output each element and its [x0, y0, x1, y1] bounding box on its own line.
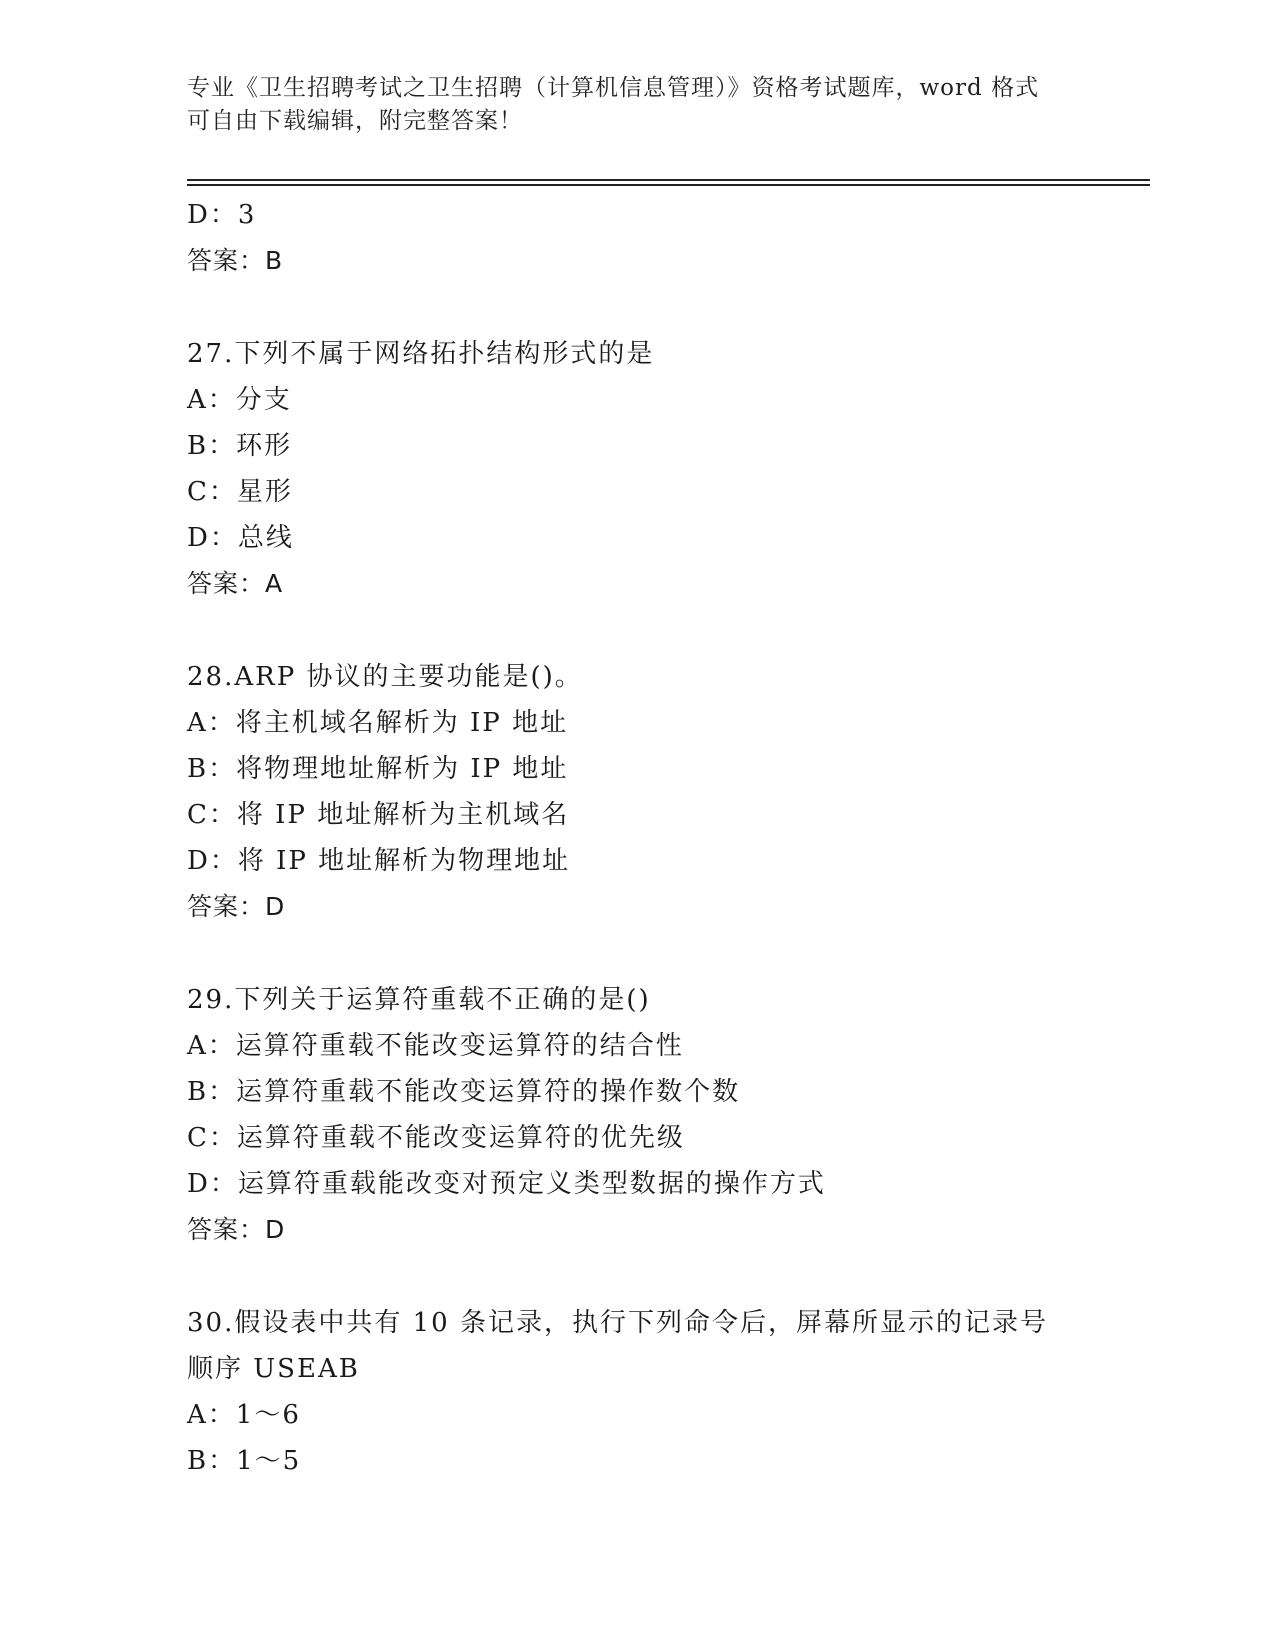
option-a: A：将主机域名解析为 IP 地址 — [187, 708, 569, 738]
question-stem: 29.下列关于运算符重载不正确的是() — [187, 985, 651, 1015]
option-b: B：1～5 — [187, 1446, 302, 1476]
option-b: B：将物理地址解析为 IP 地址 — [187, 754, 569, 784]
question-30 — [187, 1300, 1147, 1484]
option-d: D：将 IP 地址解析为物理地址 — [187, 846, 571, 876]
spacer — [187, 607, 1147, 654]
option-a: A：1～6 — [187, 1400, 301, 1430]
option-c: C：星形 — [187, 477, 293, 507]
answer-label: 答案：D — [187, 1215, 286, 1244]
question-28 — [187, 654, 1147, 930]
option-d: D：总线 — [187, 523, 294, 553]
spacer — [187, 1253, 1147, 1300]
question-stem: 28.ARP 协议的主要功能是()。 — [187, 662, 583, 692]
answer-label: 答案：A — [187, 569, 284, 598]
question-27 — [187, 331, 1147, 607]
option-b: B：运算符重载不能改变运算符的操作数个数 — [187, 1077, 741, 1107]
header-title-line-2: 可自由下载编辑，附完整答案！ — [187, 108, 523, 134]
question-stem: 27.下列不属于网络拓扑结构形式的是 — [187, 339, 655, 369]
option-a: A：运算符重载不能改变运算符的结合性 — [187, 1031, 684, 1061]
option-b: B：环形 — [187, 431, 293, 461]
option-c: C：将 IP 地址解析为主机域名 — [187, 800, 570, 830]
option-c: C：运算符重载不能改变运算符的优先级 — [187, 1123, 685, 1153]
answer-label: 答案：D — [187, 892, 286, 921]
option-d: D：3 — [187, 200, 257, 230]
question-26-tail — [187, 192, 1147, 284]
document-header — [187, 72, 1087, 138]
spacer — [187, 930, 1147, 977]
question-list — [187, 192, 1147, 1484]
question-29 — [187, 977, 1147, 1253]
option-d: D：运算符重载能改变对预定义类型数据的操作方式 — [187, 1169, 826, 1199]
question-stem-line-1: 30.假设表中共有 10 条记录，执行下列命令后，屏幕所显示的记录号 — [187, 1308, 1048, 1338]
spacer — [187, 284, 1147, 331]
header-divider-bottom — [187, 184, 1150, 186]
header-divider-top — [187, 179, 1150, 181]
option-a: A：分支 — [187, 385, 292, 415]
answer-label: 答案：B — [187, 246, 284, 275]
header-title-line-1: 专业《卫生招聘考试之卫生招聘（计算机信息管理）》资格考试题库，word 格式 — [187, 75, 1040, 101]
question-stem-line-2: 顺序 USEAB — [187, 1354, 360, 1384]
